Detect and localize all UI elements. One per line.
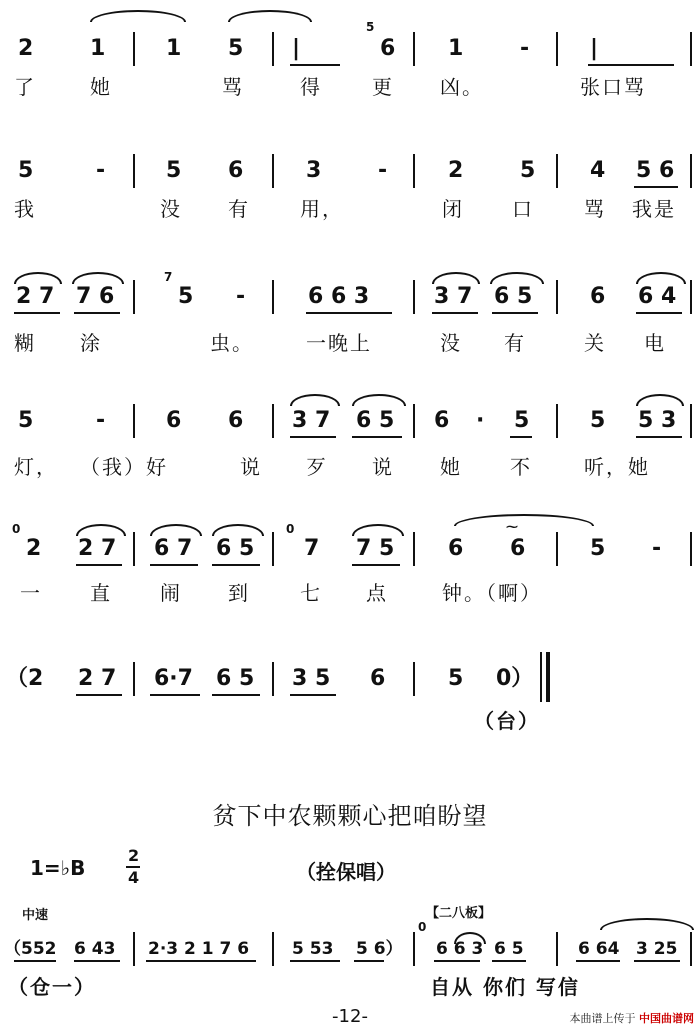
note: 6 5 (494, 939, 524, 959)
note: 6 (228, 408, 244, 433)
note: 6 (166, 408, 182, 433)
lyric: 骂 (584, 197, 606, 221)
note: 3 7 (292, 408, 331, 433)
note: 5 (166, 158, 182, 183)
note: - (652, 536, 662, 561)
note: 6 6 3 (308, 284, 370, 309)
note: （552 (4, 939, 57, 959)
note: 5 (228, 36, 244, 61)
lyric: 凶。 (440, 75, 484, 99)
trill-icon: ⁓ (506, 520, 518, 534)
key-signature: 1=♭B (30, 856, 86, 880)
note: 5 6） (356, 939, 403, 959)
grace-note: 0 (286, 522, 295, 536)
note: 2·3 2 1 7 6 (148, 939, 250, 959)
note: | (292, 36, 301, 61)
time-signature-top: 2 (128, 846, 140, 865)
lyric: 闹 (160, 581, 182, 605)
note: 2 7 (16, 284, 55, 309)
lyric: 直 (90, 581, 112, 605)
note: 6 5 (216, 666, 255, 691)
singer-label: （拴保唱） (296, 860, 396, 884)
note: 6 (380, 36, 396, 61)
time-signature-bottom: 4 (128, 868, 140, 887)
grace-note: 0 (418, 920, 427, 934)
note: 6 7 (154, 536, 193, 561)
note: 4 (590, 158, 606, 183)
page-number: -12- (332, 1006, 368, 1027)
note: （2 (6, 666, 44, 691)
tempo-label: 中速 (22, 908, 49, 923)
note: 2 7 (78, 666, 117, 691)
note: 1 (166, 36, 182, 61)
note: 6 6 3 (436, 939, 484, 959)
lyric: 到 (228, 581, 250, 605)
lyric: 听，她 (584, 455, 650, 479)
lyric: （我）好 (80, 455, 168, 479)
lyric: 有 (228, 197, 250, 221)
note: 0） (496, 666, 534, 691)
lyric: （台） (474, 709, 540, 733)
note: 6 5 (494, 284, 533, 309)
lyric: 一 (20, 581, 42, 605)
lyric: 口 (512, 197, 534, 221)
note: 7 6 (76, 284, 115, 309)
note: 5 (514, 408, 530, 433)
note: 1 (90, 36, 106, 61)
note: 5 (178, 284, 194, 309)
note: 6 (228, 158, 244, 183)
note: 5 3 (638, 408, 677, 433)
note: 5 (448, 666, 464, 691)
note: 6 (448, 536, 464, 561)
grace-note: 5 (366, 20, 375, 34)
score-line-2 (0, 122, 700, 232)
lyric: 点 (366, 581, 388, 605)
score-line-4 (0, 368, 700, 478)
lyric: 闭 (442, 197, 464, 221)
lyric: 我 (14, 197, 36, 221)
lyric: 有 (504, 331, 526, 355)
note: | (590, 36, 599, 61)
note: 6 4 (638, 284, 677, 309)
note: - (520, 36, 530, 61)
lyric: 七 (300, 581, 322, 605)
note: 5 (18, 158, 34, 183)
grace-note: 7 (164, 270, 173, 284)
lyric: 她 (440, 455, 462, 479)
note: 6 (434, 408, 450, 433)
lyric: 一晚上 (306, 331, 372, 355)
song-title: 贫下中农颗颗心把咱盼望 (212, 802, 488, 830)
note: 3 25 (636, 939, 678, 959)
note: 5 (590, 408, 606, 433)
lyric: 自从 你们 写信 (430, 975, 580, 999)
lyric: 用， (300, 197, 344, 221)
section-label: 【二八板】 (426, 906, 492, 921)
lyric: 更 (372, 75, 394, 99)
lyric: 不 (510, 455, 532, 479)
note: 6·7 (154, 666, 193, 691)
lyric: 了 (14, 75, 36, 99)
note: 2 (18, 36, 34, 61)
lyric: 说 (240, 455, 262, 479)
score-line-6 (0, 630, 700, 740)
note: - (96, 158, 106, 183)
note: 2 (448, 158, 464, 183)
lyric: 骂 (222, 75, 244, 99)
lyric: 钟。（啊） (442, 581, 542, 605)
note: 6 (510, 536, 526, 561)
note: 5 6 (636, 158, 675, 183)
note: 5 (590, 536, 606, 561)
note: 5 (18, 408, 34, 433)
note: 3 5 (292, 666, 331, 691)
lyric: 没 (440, 331, 462, 355)
note: 5 (520, 158, 536, 183)
note: 1 (448, 36, 464, 61)
lyric: 她 (90, 75, 112, 99)
note: 2 (26, 536, 42, 561)
note: - (378, 158, 388, 183)
lyric: 歹 (306, 455, 328, 479)
note: 6 (370, 666, 386, 691)
note: 3 (306, 158, 322, 183)
lyric: 糊 (14, 331, 36, 355)
note: 5 53 (292, 939, 334, 959)
note: 6 64 (578, 939, 620, 959)
lyric: 电 (644, 331, 666, 355)
score-line-3 (0, 244, 700, 354)
watermark: 本曲谱上传于 中国曲谱网 (569, 1012, 694, 1025)
grace-note: 0 (12, 522, 21, 536)
note: 6 5 (356, 408, 395, 433)
note: 6 43 (74, 939, 116, 959)
lyric: 涂 (80, 331, 102, 355)
note: 6 5 (216, 536, 255, 561)
lyric: 虫。 (210, 331, 254, 355)
score-line-1 (0, 0, 700, 110)
note: - (236, 284, 246, 309)
note: - (96, 408, 106, 433)
lyric: 灯， (14, 455, 58, 479)
note: · (476, 408, 485, 433)
lyric: 关 (584, 331, 606, 355)
note: 7 (304, 536, 320, 561)
lyric: 得 (300, 75, 322, 99)
lyric: 张口骂 (580, 75, 646, 99)
note: 7 5 (356, 536, 395, 561)
lyric: （仓一） (8, 975, 96, 999)
lyric: 说 (372, 455, 394, 479)
intro-line (0, 918, 700, 1008)
note: 2 7 (78, 536, 117, 561)
note: 3 7 (434, 284, 473, 309)
score-line-5 (0, 494, 700, 604)
lyric: 我是 (632, 197, 676, 221)
note: 6 (590, 284, 606, 309)
lyric: 没 (160, 197, 182, 221)
